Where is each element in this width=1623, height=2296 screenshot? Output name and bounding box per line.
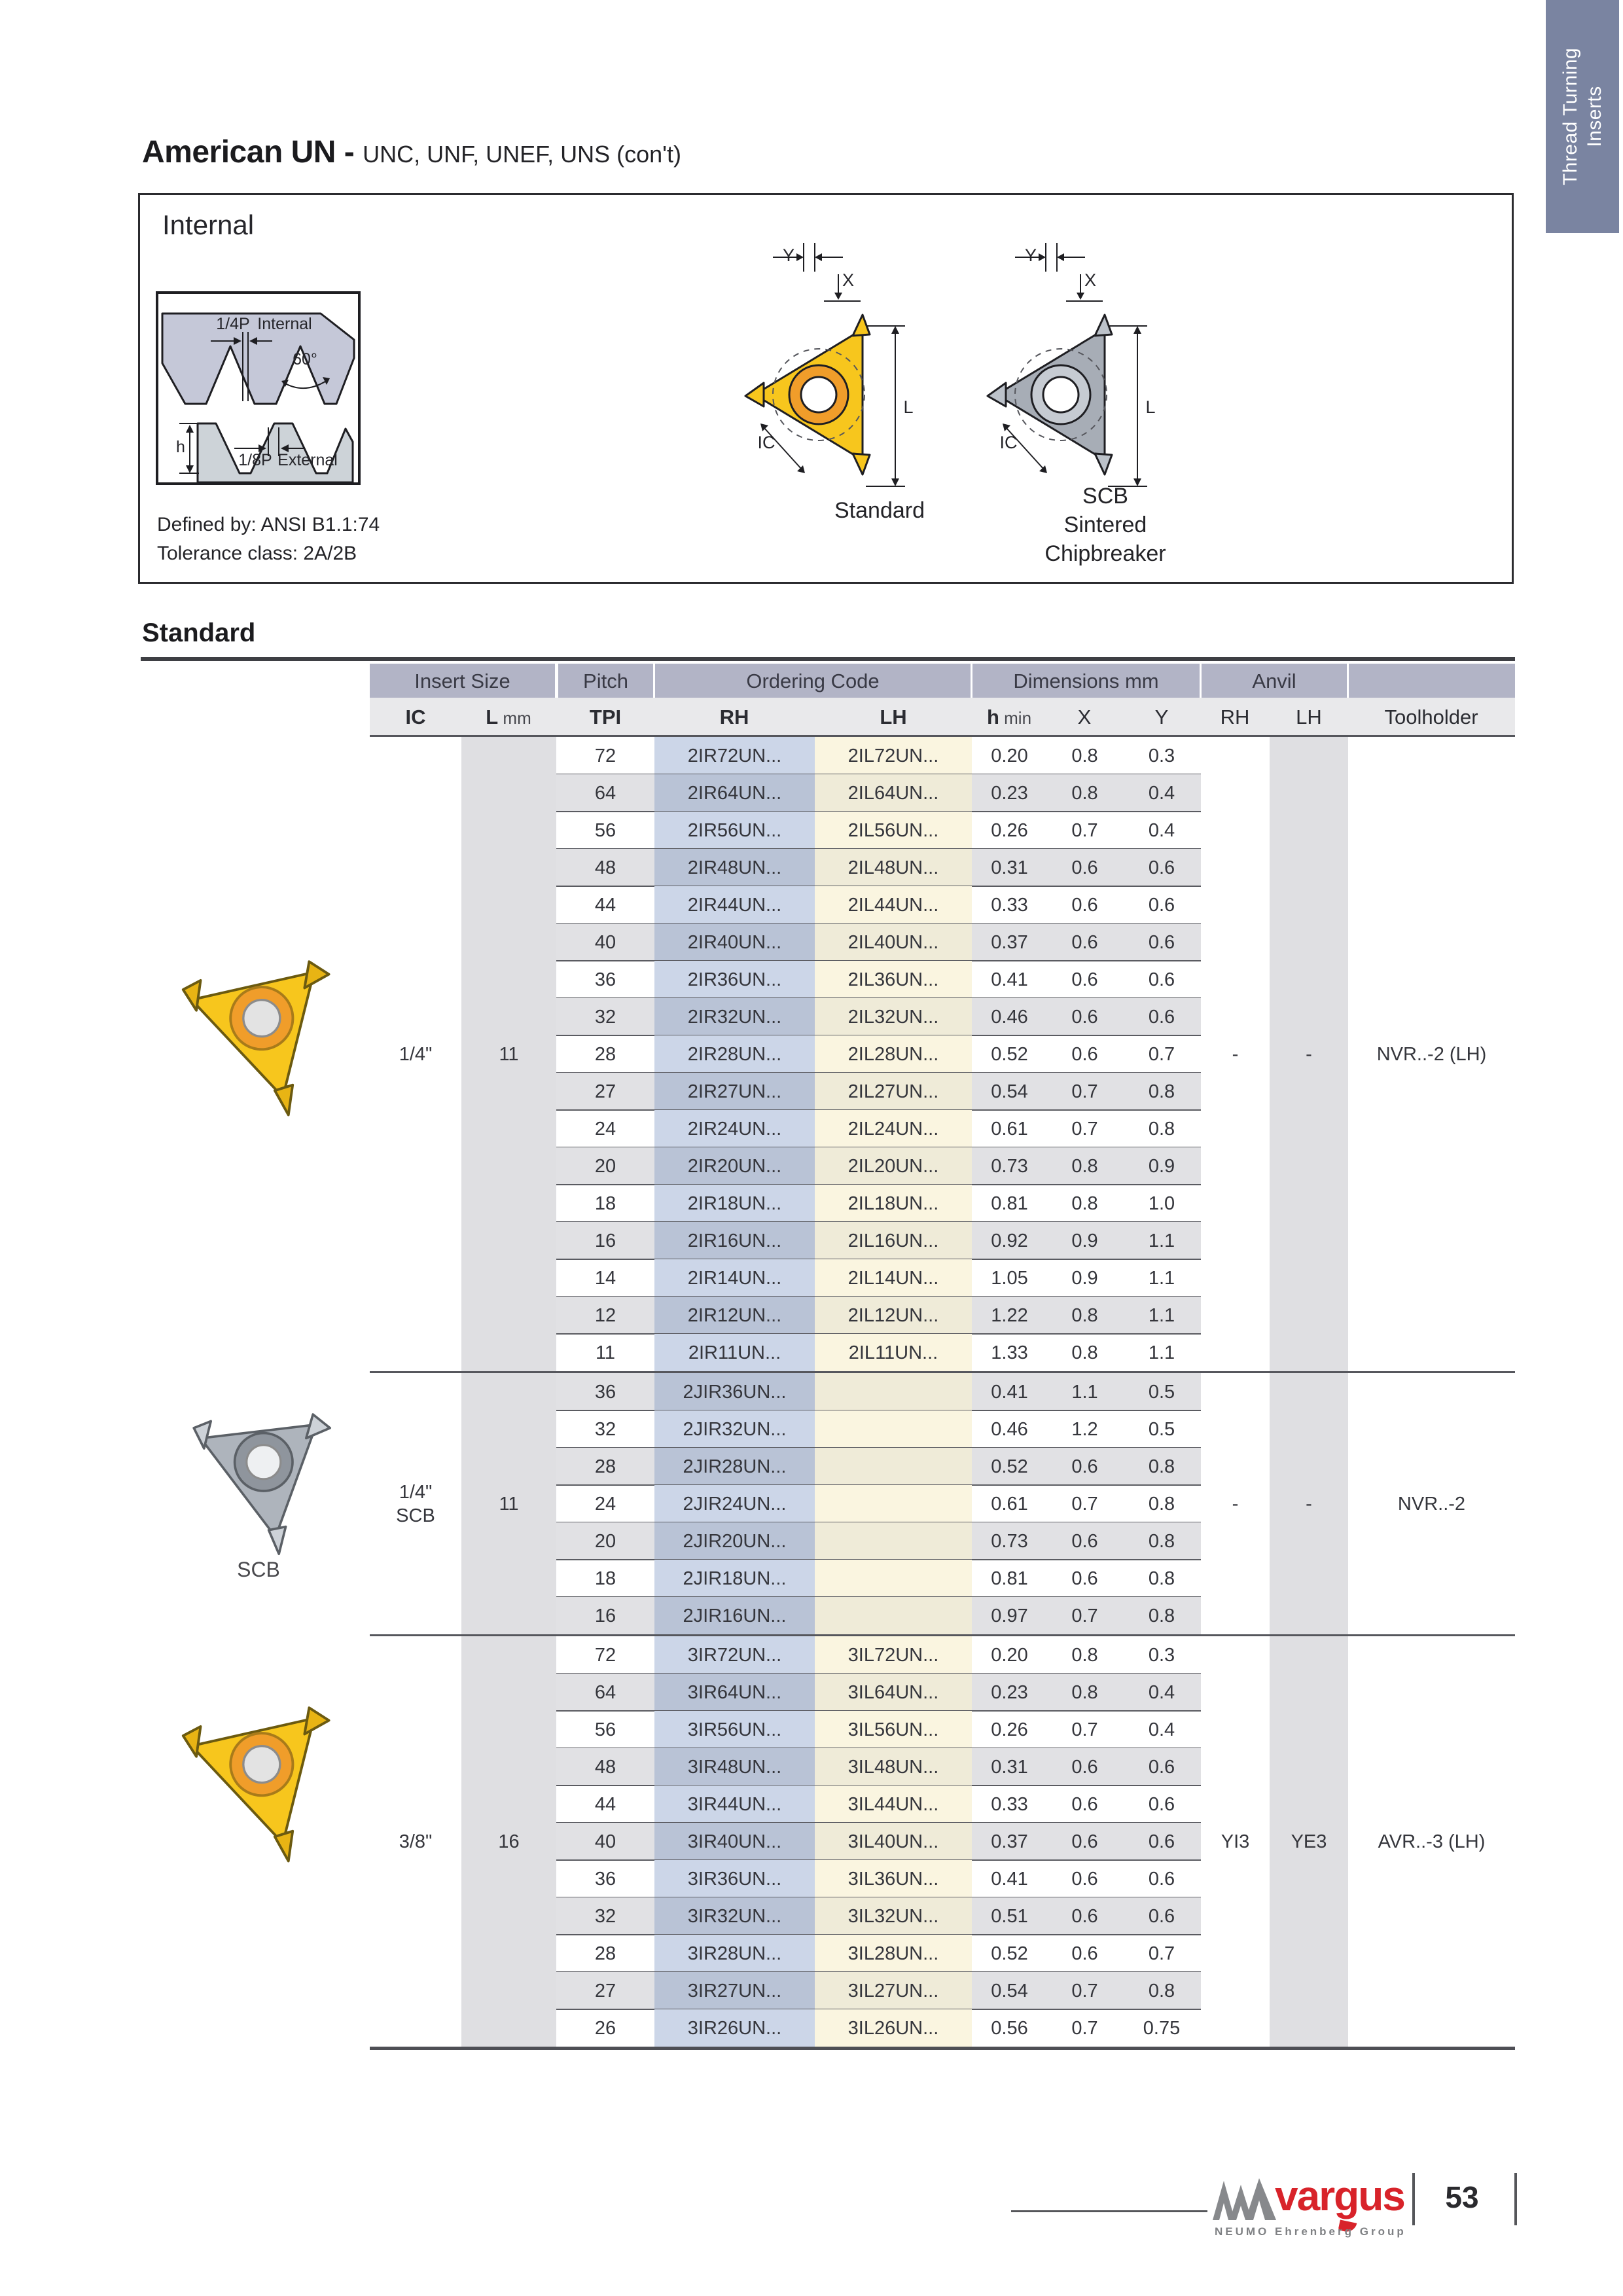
footer-rule (1011, 2210, 1207, 2212)
table-cell-y: 0.6 (1122, 1823, 1201, 1860)
table-cell-rh: 3IR64UN... (654, 1674, 815, 1711)
table-cell-rh: 2IR12UN... (654, 1297, 815, 1334)
table-cell-h: 0.92 (972, 1222, 1047, 1259)
scb-caption-line3: Chipbreaker (1044, 541, 1166, 566)
table-cell-tpi: 20 (556, 1522, 654, 1560)
table-cell-y: 0.8 (1148, 1568, 1175, 1589)
table-cell-y: 0.6 (1122, 1897, 1201, 1935)
table-cell-tpi: 36 (556, 1373, 654, 1410)
table-cell-tpi: 24 (594, 1119, 616, 1139)
table-cell-tpi: 32 (556, 1897, 654, 1935)
table-group-2 (370, 1634, 1515, 2047)
table-cell-y: 0.6 (1122, 998, 1201, 1035)
table-cell-x: 0.6 (1047, 849, 1122, 886)
table-cell-h: 0.81 (991, 1193, 1028, 1214)
table-column-header-row (370, 698, 1515, 737)
insert-photo-scb (173, 1397, 344, 1568)
table-cell-tpi: 44 (594, 895, 616, 916)
table-cell-lh: 2IL72UN... (815, 737, 972, 774)
table-cell-rh: 2IR36UN... (654, 961, 815, 998)
col-header-l-mm: L mm (486, 706, 531, 728)
table-cell-rh: 3IR44UN... (654, 1785, 815, 1823)
group-header-dimensions: Dimensions mm (972, 664, 1200, 698)
table-cell-x: 0.8 (1047, 1147, 1122, 1185)
table-cell-lh: 2IL27UN... (815, 1073, 972, 1110)
dim-ic-label: IC (757, 433, 776, 452)
table-cell-tpi: 20 (556, 1147, 654, 1185)
col-header-y: Y (1154, 706, 1169, 728)
table-cell-tpi: 64 (556, 774, 654, 812)
table-cell-x: 0.8 (1071, 1342, 1098, 1363)
table-cell-h: 0.73 (972, 1147, 1047, 1185)
vargus-subbrand: NEUMO Ehrenberg Group (1215, 2225, 1406, 2238)
table-cell-lh: 3IL48UN... (815, 1748, 972, 1785)
table-cell-lh: 2IL11UN... (815, 1334, 972, 1371)
table-cell-h: 0.61 (991, 1494, 1028, 1515)
table-body (370, 737, 1515, 2050)
quarter-p-label: 1/4P (216, 315, 250, 333)
table-cell-y: 0.6 (1122, 1748, 1201, 1785)
group-anvil-lh: YE3 (1291, 1831, 1327, 1852)
col-header-toolholder: Toolholder (1384, 706, 1478, 728)
table-cell-tpi: 28 (594, 1943, 616, 1964)
table-cell-lh: 2IL16UN... (815, 1222, 972, 1259)
table-cell-tpi: 26 (594, 2018, 616, 2039)
table-cell-x: 0.6 (1071, 1044, 1098, 1065)
table-cell-rh: 2IR18UN... (654, 1185, 815, 1222)
table-cell-lh (815, 1373, 972, 1410)
table-cell-x: 0.6 (1071, 895, 1098, 916)
table-cell-lh: 2IL18UN... (815, 1185, 972, 1222)
group-anvil-rh: YI3 (1221, 1831, 1250, 1852)
table-cell-x: 0.6 (1047, 1823, 1122, 1860)
table-cell-rh: 2IR72UN... (654, 737, 815, 774)
table-cell-h: 0.41 (972, 1373, 1047, 1410)
table-cell-rh: 2JIR16UN... (654, 1597, 815, 1634)
footer-divider-left (1412, 2173, 1415, 2225)
table-cell-h: 0.52 (991, 1044, 1028, 1065)
table-cell-x: 0.8 (1047, 1297, 1122, 1334)
table-cell-h: 0.37 (972, 924, 1047, 961)
table-cell-x: 0.7 (1071, 1119, 1098, 1139)
dim-x-label: X (1084, 270, 1097, 290)
table-cell-y: 1.1 (1122, 1297, 1201, 1334)
col-header-lh: LH (880, 706, 907, 728)
table-cell-x: 0.6 (1047, 1448, 1122, 1485)
table-cell-y: 0.9 (1122, 1147, 1201, 1185)
table-cell-x: 0.6 (1071, 1869, 1098, 1890)
group-anvil-rh: - (1232, 1493, 1239, 1515)
footer-divider-right (1514, 2173, 1517, 2225)
external-word-label: External (277, 451, 338, 469)
table-cell-y: 0.6 (1148, 1869, 1175, 1890)
table-cell-y: 0.6 (1148, 1794, 1175, 1815)
table-cell-x: 0.9 (1047, 1222, 1122, 1259)
dim-ic-label: IC (999, 433, 1018, 452)
table-cell-h: 0.54 (972, 1972, 1047, 2009)
group-header-insert-size: Insert Size (370, 664, 555, 698)
table-cell-y: 0.8 (1122, 1522, 1201, 1560)
table-group-0 (370, 737, 1515, 1371)
group-l-mm: 16 (498, 1831, 520, 1852)
table-cell-lh (815, 1485, 972, 1522)
table-cell-y: 0.6 (1122, 849, 1201, 886)
table-cell-tpi: 36 (594, 969, 616, 990)
internal-section-box (138, 193, 1514, 584)
table-cell-tpi: 72 (594, 1645, 616, 1666)
group-anvil-lh: - (1306, 1493, 1312, 1515)
insert-photo-standard-threeeighths (158, 1686, 359, 1888)
group-header-ordering-code: Ordering Code (655, 664, 971, 698)
table-cell-x: 0.7 (1047, 1073, 1122, 1110)
table-cell-h: 0.31 (972, 1748, 1047, 1785)
table-cell-lh: 3IL44UN... (815, 1785, 972, 1823)
col-header-tpi: TPI (589, 706, 622, 728)
table-cell-h: 0.26 (991, 820, 1028, 841)
table-cell-rh: 2IR24UN... (654, 1110, 815, 1147)
table-cell-x: 0.8 (1071, 745, 1098, 766)
table-cell-y: 1.1 (1148, 1268, 1175, 1289)
table-cell-y: 0.8 (1122, 1073, 1201, 1110)
group-header-blank (1349, 664, 1515, 698)
table-cell-lh: 3IL56UN... (815, 1711, 972, 1748)
table-cell-lh: 2IL24UN... (815, 1110, 972, 1147)
col-header-h-min: h min (986, 706, 1032, 728)
table-group-header-row (370, 664, 1515, 698)
table-cell-lh: 2IL44UN... (815, 886, 972, 924)
table-cell-tpi: 44 (594, 1794, 616, 1815)
table-cell-lh: 3IL32UN... (815, 1897, 972, 1935)
table-cell-rh: 2IR48UN... (654, 849, 815, 886)
table-cell-x: 0.7 (1071, 1494, 1098, 1515)
table-cell-tpi: 18 (594, 1193, 616, 1214)
table-cell-rh: 2IR27UN... (654, 1073, 815, 1110)
table-cell-lh: 2IL64UN... (815, 774, 972, 812)
table-cell-tpi: 56 (594, 1719, 616, 1740)
table-cell-rh: 2IR44UN... (654, 886, 815, 924)
table-cell-y: 0.4 (1148, 1719, 1175, 1740)
group-l-mm: 11 (499, 1493, 519, 1515)
table-cell-h: 1.33 (991, 1342, 1028, 1363)
table-cell-x: 0.7 (1071, 2018, 1098, 2039)
table-cell-h: 0.51 (972, 1897, 1047, 1935)
table-cell-lh (815, 1522, 972, 1560)
col-header-x: X (1077, 706, 1092, 728)
table-cell-rh: 2JIR18UN... (654, 1560, 815, 1597)
table-cell-rh: 3IR48UN... (654, 1748, 815, 1785)
vargus-logo-wordmark: vargus (1275, 2172, 1404, 2219)
table-cell-x: 0.7 (1071, 1719, 1098, 1740)
dim-l-label: L (1145, 397, 1156, 417)
table-cell-tpi: 11 (595, 1342, 616, 1363)
table-cell-rh: 2IR16UN... (654, 1222, 815, 1259)
table-cell-tpi: 48 (556, 849, 654, 886)
table-cell-x: 0.6 (1071, 969, 1098, 990)
table-cell-tpi: 56 (594, 820, 616, 841)
table-cell-h: 0.41 (991, 969, 1028, 990)
table-cell-lh: 3IL64UN... (815, 1674, 972, 1711)
table-cell-lh: 3IL72UN... (815, 1636, 972, 1674)
table-cell-tpi: 16 (556, 1222, 654, 1259)
table-cell-y: 0.8 (1148, 1494, 1175, 1515)
table-cell-tpi: 14 (594, 1268, 616, 1289)
table-cell-lh: 2IL20UN... (815, 1147, 972, 1185)
table-cell-rh: 2IR32UN... (654, 998, 815, 1035)
internal-word-label: Internal (257, 315, 312, 333)
eighth-p-label: 1/8P (238, 451, 272, 469)
table-cell-h: 0.26 (991, 1719, 1028, 1740)
table-cell-h: 0.20 (991, 745, 1028, 766)
group-anvil-lh: - (1306, 1043, 1312, 1065)
table-cell-y: 0.3 (1148, 1645, 1175, 1666)
table-cell-rh: 3IR36UN... (654, 1860, 815, 1897)
tolerance-line: Tolerance class: 2A/2B (157, 543, 357, 564)
table-cell-h: 0.52 (991, 1943, 1028, 1964)
table-cell-y: 0.8 (1122, 1972, 1201, 2009)
tab-line2: Inserts (1584, 86, 1605, 147)
table-cell-tpi: 27 (556, 1073, 654, 1110)
standard-inserts-table (370, 664, 1515, 2050)
table-cell-rh: 3IR72UN... (654, 1636, 815, 1674)
table-cell-x: 0.6 (1071, 1794, 1098, 1815)
col-header-ic: IC (405, 706, 426, 728)
table-cell-y: 0.6 (1148, 969, 1175, 990)
table-group-1 (370, 1371, 1515, 1634)
table-cell-rh: 2IR64UN... (654, 774, 815, 812)
table-cell-tpi: 27 (556, 1972, 654, 2009)
h-label: h (176, 438, 185, 456)
table-cell-h: 0.23 (972, 774, 1047, 812)
table-cell-rh: 2IR14UN... (654, 1259, 815, 1297)
table-cell-lh: 3IL28UN... (815, 1935, 972, 1972)
scb-caption-line1: SCB (1082, 484, 1128, 509)
table-cell-y: 0.5 (1122, 1373, 1201, 1410)
table-cell-y: 1.1 (1148, 1342, 1175, 1363)
table-cell-rh: 2IR20UN... (654, 1147, 815, 1185)
dim-y-label: Y (1024, 245, 1037, 265)
table-cell-y: 0.6 (1148, 895, 1175, 916)
table-top-rule (141, 657, 1515, 661)
table-cell-x: 0.7 (1071, 820, 1098, 841)
table-cell-h: 0.37 (972, 1823, 1047, 1860)
thread-turning-inserts-tab (1546, 0, 1619, 233)
table-cell-h: 0.41 (991, 1869, 1028, 1890)
table-cell-lh: 2IL40UN... (815, 924, 972, 961)
table-cell-x: 0.8 (1071, 1645, 1098, 1666)
table-cell-h: 0.31 (972, 849, 1047, 886)
table-cell-lh: 2IL36UN... (815, 961, 972, 998)
table-cell-lh (815, 1560, 972, 1597)
table-cell-lh (815, 1597, 972, 1634)
group-ic: 1/4" (399, 1043, 433, 1065)
table-cell-lh: 2IL14UN... (815, 1259, 972, 1297)
standards-note (157, 511, 380, 568)
table-cell-y: 0.4 (1122, 1674, 1201, 1711)
table-cell-rh: 2IR28UN... (654, 1035, 815, 1073)
table-cell-x: 0.6 (1047, 1897, 1122, 1935)
table-cell-rh: 2JIR28UN... (654, 1448, 815, 1485)
table-cell-tpi: 32 (594, 1419, 616, 1440)
table-cell-h: 0.61 (991, 1119, 1028, 1139)
table-cell-tpi: 24 (594, 1494, 616, 1515)
dim-x-label: X (842, 270, 855, 290)
table-cell-x: 0.9 (1071, 1268, 1098, 1289)
thread-profile-diagram (156, 291, 361, 485)
group-l-mm: 11 (499, 1043, 519, 1065)
table-cell-rh: 2IR11UN... (654, 1334, 815, 1371)
tab-label (1558, 0, 1607, 233)
table-cell-y: 0.6 (1122, 924, 1201, 961)
table-cell-x: 0.6 (1071, 1943, 1098, 1964)
dim-y-label: Y (782, 245, 795, 265)
table-cell-x: 0.7 (1047, 1972, 1122, 2009)
table-cell-h: 0.46 (991, 1419, 1028, 1440)
group-toolholder: AVR..-3 (LH) (1378, 1831, 1486, 1852)
tab-line1: Thread Turning (1560, 47, 1581, 186)
table-cell-rh: 3IR40UN... (654, 1823, 815, 1860)
table-cell-x: 1.1 (1047, 1373, 1122, 1410)
table-cell-h: 0.33 (991, 1794, 1028, 1815)
page-number: 53 (1445, 2180, 1479, 2214)
angle-label: 60° (293, 350, 317, 368)
standard-caption: Standard (834, 498, 925, 523)
table-cell-h: 0.23 (972, 1674, 1047, 1711)
table-cell-x: 0.6 (1047, 1748, 1122, 1785)
table-cell-tpi: 40 (556, 1823, 654, 1860)
col-header-anvil-lh: LH (1296, 706, 1322, 728)
table-cell-lh (815, 1448, 972, 1485)
table-cell-rh: 2JIR24UN... (654, 1485, 815, 1522)
table-cell-y: 0.4 (1148, 820, 1175, 841)
table-cell-h: 0.54 (972, 1073, 1047, 1110)
group-ic: 1/4" SCB (396, 1481, 435, 1526)
table-cell-y: 1.1 (1122, 1222, 1201, 1259)
table-cell-y: 1.0 (1148, 1193, 1175, 1214)
table-cell-tpi: 72 (594, 745, 616, 766)
table-cell-h: 1.22 (972, 1297, 1047, 1334)
table-cell-rh: 2JIR36UN... (654, 1373, 815, 1410)
group-anvil-rh: - (1232, 1043, 1239, 1065)
table-cell-lh: 2IL28UN... (815, 1035, 972, 1073)
table-cell-rh: 2IR56UN... (654, 812, 815, 849)
table-cell-rh: 2IR40UN... (654, 924, 815, 961)
group-header-pitch: Pitch (558, 664, 653, 698)
standard-insert-drawing (741, 231, 925, 512)
group-ic: 3/8" (399, 1831, 433, 1852)
table-cell-lh: 3IL36UN... (815, 1860, 972, 1897)
table-cell-lh: 2IL56UN... (815, 812, 972, 849)
scb-caption (1010, 482, 1200, 568)
table-cell-tpi: 64 (556, 1674, 654, 1711)
table-cell-x: 0.6 (1047, 1522, 1122, 1560)
table-cell-h: 0.46 (972, 998, 1047, 1035)
col-header-anvil-rh: RH (1220, 706, 1250, 728)
table-cell-h: 0.56 (991, 2018, 1028, 2039)
table-cell-y: 0.8 (1122, 1448, 1201, 1485)
group-header-anvil: Anvil (1202, 664, 1347, 698)
scb-photo-caption: SCB (237, 1558, 280, 1581)
table-cell-x: 0.8 (1047, 1674, 1122, 1711)
table-cell-x: 0.6 (1071, 1568, 1098, 1589)
vargus-mountains-icon (1213, 2177, 1277, 2220)
table-cell-x: 0.8 (1071, 1193, 1098, 1214)
table-cell-tpi: 40 (556, 924, 654, 961)
defined-by-line: Defined by: ANSI B1.1:74 (157, 514, 380, 535)
table-cell-h: 0.33 (991, 895, 1028, 916)
table-cell-x: 0.7 (1047, 1597, 1122, 1634)
table-cell-rh: 3IR26UN... (654, 2009, 815, 2047)
table-cell-h: 0.73 (972, 1522, 1047, 1560)
table-cell-y: 0.75 (1143, 2018, 1181, 2039)
table-cell-h: 0.97 (972, 1597, 1047, 1634)
table-cell-x: 1.2 (1071, 1419, 1098, 1440)
table-cell-x: 0.6 (1047, 924, 1122, 961)
dim-l-label: L (903, 397, 914, 417)
table-cell-y: 0.8 (1148, 1119, 1175, 1139)
table-cell-rh: 3IR28UN... (654, 1935, 815, 1972)
table-cell-rh: 2JIR20UN... (654, 1522, 815, 1560)
table-cell-tpi: 18 (594, 1568, 616, 1589)
group-toolholder: NVR..-2 (LH) (1376, 1043, 1487, 1065)
table-cell-h: 0.52 (972, 1448, 1047, 1485)
table-cell-y: 0.5 (1148, 1419, 1175, 1440)
table-cell-x: 0.8 (1047, 774, 1122, 812)
table-cell-tpi: 28 (594, 1044, 616, 1065)
table-cell-y: 0.8 (1122, 1597, 1201, 1634)
internal-label: Internal (162, 209, 255, 240)
table-cell-rh: 3IR56UN... (654, 1711, 815, 1748)
table-cell-lh: 2IL12UN... (815, 1297, 972, 1334)
table-cell-rh: 3IR27UN... (654, 1972, 815, 2009)
table-cell-y: 0.7 (1148, 1943, 1175, 1964)
table-cell-lh: 3IL40UN... (815, 1823, 972, 1860)
table-cell-tpi: 28 (556, 1448, 654, 1485)
table-cell-tpi: 32 (556, 998, 654, 1035)
table-cell-lh: 3IL27UN... (815, 1972, 972, 2009)
table-cell-lh: 2IL48UN... (815, 849, 972, 886)
scb-caption-line2: Sintered (1063, 512, 1147, 537)
table-cell-h: 0.20 (991, 1645, 1028, 1666)
table-cell-h: 0.81 (991, 1568, 1028, 1589)
page-title-rest: UNC, UNF, UNEF, UNS (con't) (363, 141, 682, 168)
table-cell-tpi: 16 (556, 1597, 654, 1634)
col-header-rh: RH (719, 706, 749, 728)
page-title (142, 134, 681, 170)
table-cell-rh: 2JIR32UN... (654, 1410, 815, 1448)
table-cell-y: 0.4 (1122, 774, 1201, 812)
table-cell-tpi: 48 (556, 1748, 654, 1785)
page-title-bold: American UN - (142, 135, 363, 170)
table-cell-x: 0.6 (1047, 998, 1122, 1035)
table-cell-rh: 3IR32UN... (654, 1897, 815, 1935)
insert-photo-standard-quarter (158, 940, 359, 1141)
table-cell-lh: 3IL26UN... (815, 2009, 972, 2047)
group-toolholder: NVR..-2 (1397, 1493, 1466, 1515)
table-cell-lh: 2IL32UN... (815, 998, 972, 1035)
section-title: Standard (142, 619, 256, 647)
table-cell-tpi: 12 (556, 1297, 654, 1334)
table-cell-y: 0.7 (1148, 1044, 1175, 1065)
table-cell-h: 1.05 (991, 1268, 1028, 1289)
table-cell-tpi: 36 (594, 1869, 616, 1890)
scb-insert-drawing (984, 231, 1167, 512)
table-cell-y: 0.3 (1148, 745, 1175, 766)
table-cell-lh (815, 1410, 972, 1448)
